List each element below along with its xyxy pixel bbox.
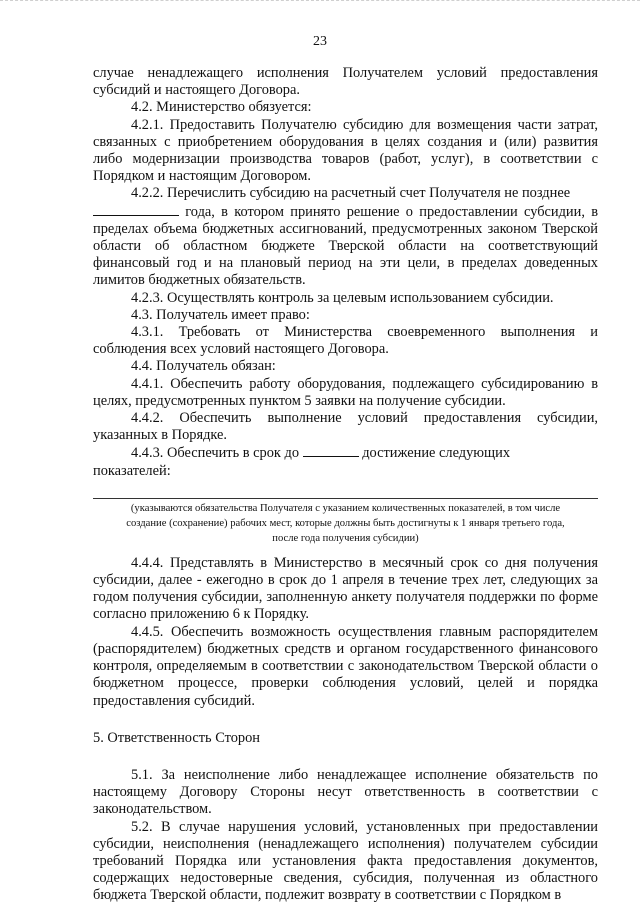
paragraph: 4.4.2. Обеспечить выполнение условий предоставления субсидии, указанных в Порядке. bbox=[93, 410, 598, 444]
paragraph-text: 4.4.3. Обеспечить в срок до bbox=[131, 445, 300, 462]
paragraph: показателей: bbox=[93, 462, 171, 479]
paragraph-text: года, в котором принято решение о предоставлении субсидии, в пределах объема бюджетных ассигнований, предусмотренных законом Тверской области об областном бюджете Тверской области на соответствующий финансовый год и на плановый период на эти цели, в пределах доведенных лимитов бюджетных обязательств. bbox=[93, 203, 598, 289]
paragraph: 4.3. Получатель имеет право: bbox=[131, 306, 310, 323]
paragraph bbox=[93, 203, 598, 290]
paragraph: 5.2. В случае нарушения условий, установленных при предоставлении субсидии, неисполнения (ненадлежащего исполнения) получателем субсидии требований Порядка или установления факта предоставления документов, содержащих недостоверные сведения, субсидия, полученная из областного бюджета Тверской области, подлежит возврату в соответствии с Порядком в bbox=[93, 818, 598, 904]
scan-top-edge bbox=[0, 0, 640, 5]
paragraph: 4.3.1. Требовать от Министерства своевременного выполнения и соблюдения всех условий настоящего Договора. bbox=[93, 324, 598, 358]
paragraph-text: достижение следующих bbox=[358, 445, 511, 462]
footnote-line: (указываются обязательства Получателя с указанием количественных показателей, в том числе bbox=[130, 502, 561, 514]
fill-in-line bbox=[93, 498, 598, 499]
paragraph: 4.2.3. Осуществлять контроль за целевым использованием субсидии. bbox=[131, 289, 554, 306]
document-body bbox=[93, 65, 598, 905]
footnote-line: создание (сохранение) рабочих мест, которые должны быть достигнуты к 1 января третьего года, bbox=[126, 517, 565, 529]
paragraph: 5.1. За неисполнение либо ненадлежащее исполнение обязательств по настоящему Договору Стороны несут ответственность в соответствии с законодательством. bbox=[93, 766, 598, 818]
paragraph: 4.4. Получатель обязан: bbox=[131, 358, 276, 375]
paragraph: 4.4.1. Обеспечить работу оборудования, подлежащего субсидированию в целях, предусмотренных пунктом 5 заявки на получение субсидии. bbox=[93, 375, 598, 409]
paragraph: 4.2. Министерство обязуется: bbox=[131, 99, 312, 116]
paragraph: 4.2.2. Перечислить субсидию на расчетный счет Получателя не позднее bbox=[131, 185, 571, 202]
page-number: 23 bbox=[313, 34, 327, 49]
paragraph bbox=[93, 444, 598, 462]
paragraph: 4.2.1. Предоставить Получателю субсидию для возмещения части затрат, связанных с приобретением оборудования в целях создания и (или) развития либо модернизации производства товаров (работ, услуг), в соответствии с Порядком и настоящим Договором. bbox=[93, 116, 598, 185]
fill-in-blank bbox=[93, 203, 179, 216]
paragraph: 4.4.4. Представлять в Министерство в месячный срок со дня получения субсидии, далее - ежегодно в срок до 1 апреля в течение трех лет, следующих за годом получения субсидии, заполненную анкету получателя поддержки по форме согласно приложению 6 к Порядку. bbox=[93, 554, 598, 623]
fill-in-blank bbox=[303, 444, 359, 457]
footnote-line: после года получения субсидии) bbox=[272, 532, 419, 544]
paragraph: 4.4.5. Обеспечить возможность осуществления главным распорядителем (распорядителем) бюджетных средств и органом государственного финансового контроля, определяемым в соответствии с законодательством Тверской области о бюджетном процессе, проверки соблюдения условий, целей и порядка предоставления субсидий. bbox=[93, 623, 598, 709]
paragraph: случае ненадлежащего исполнения Получателем условий предоставления субсидий и настоящего Договора. bbox=[93, 65, 598, 99]
section-heading: 5. Ответственность Сторон bbox=[93, 729, 260, 746]
